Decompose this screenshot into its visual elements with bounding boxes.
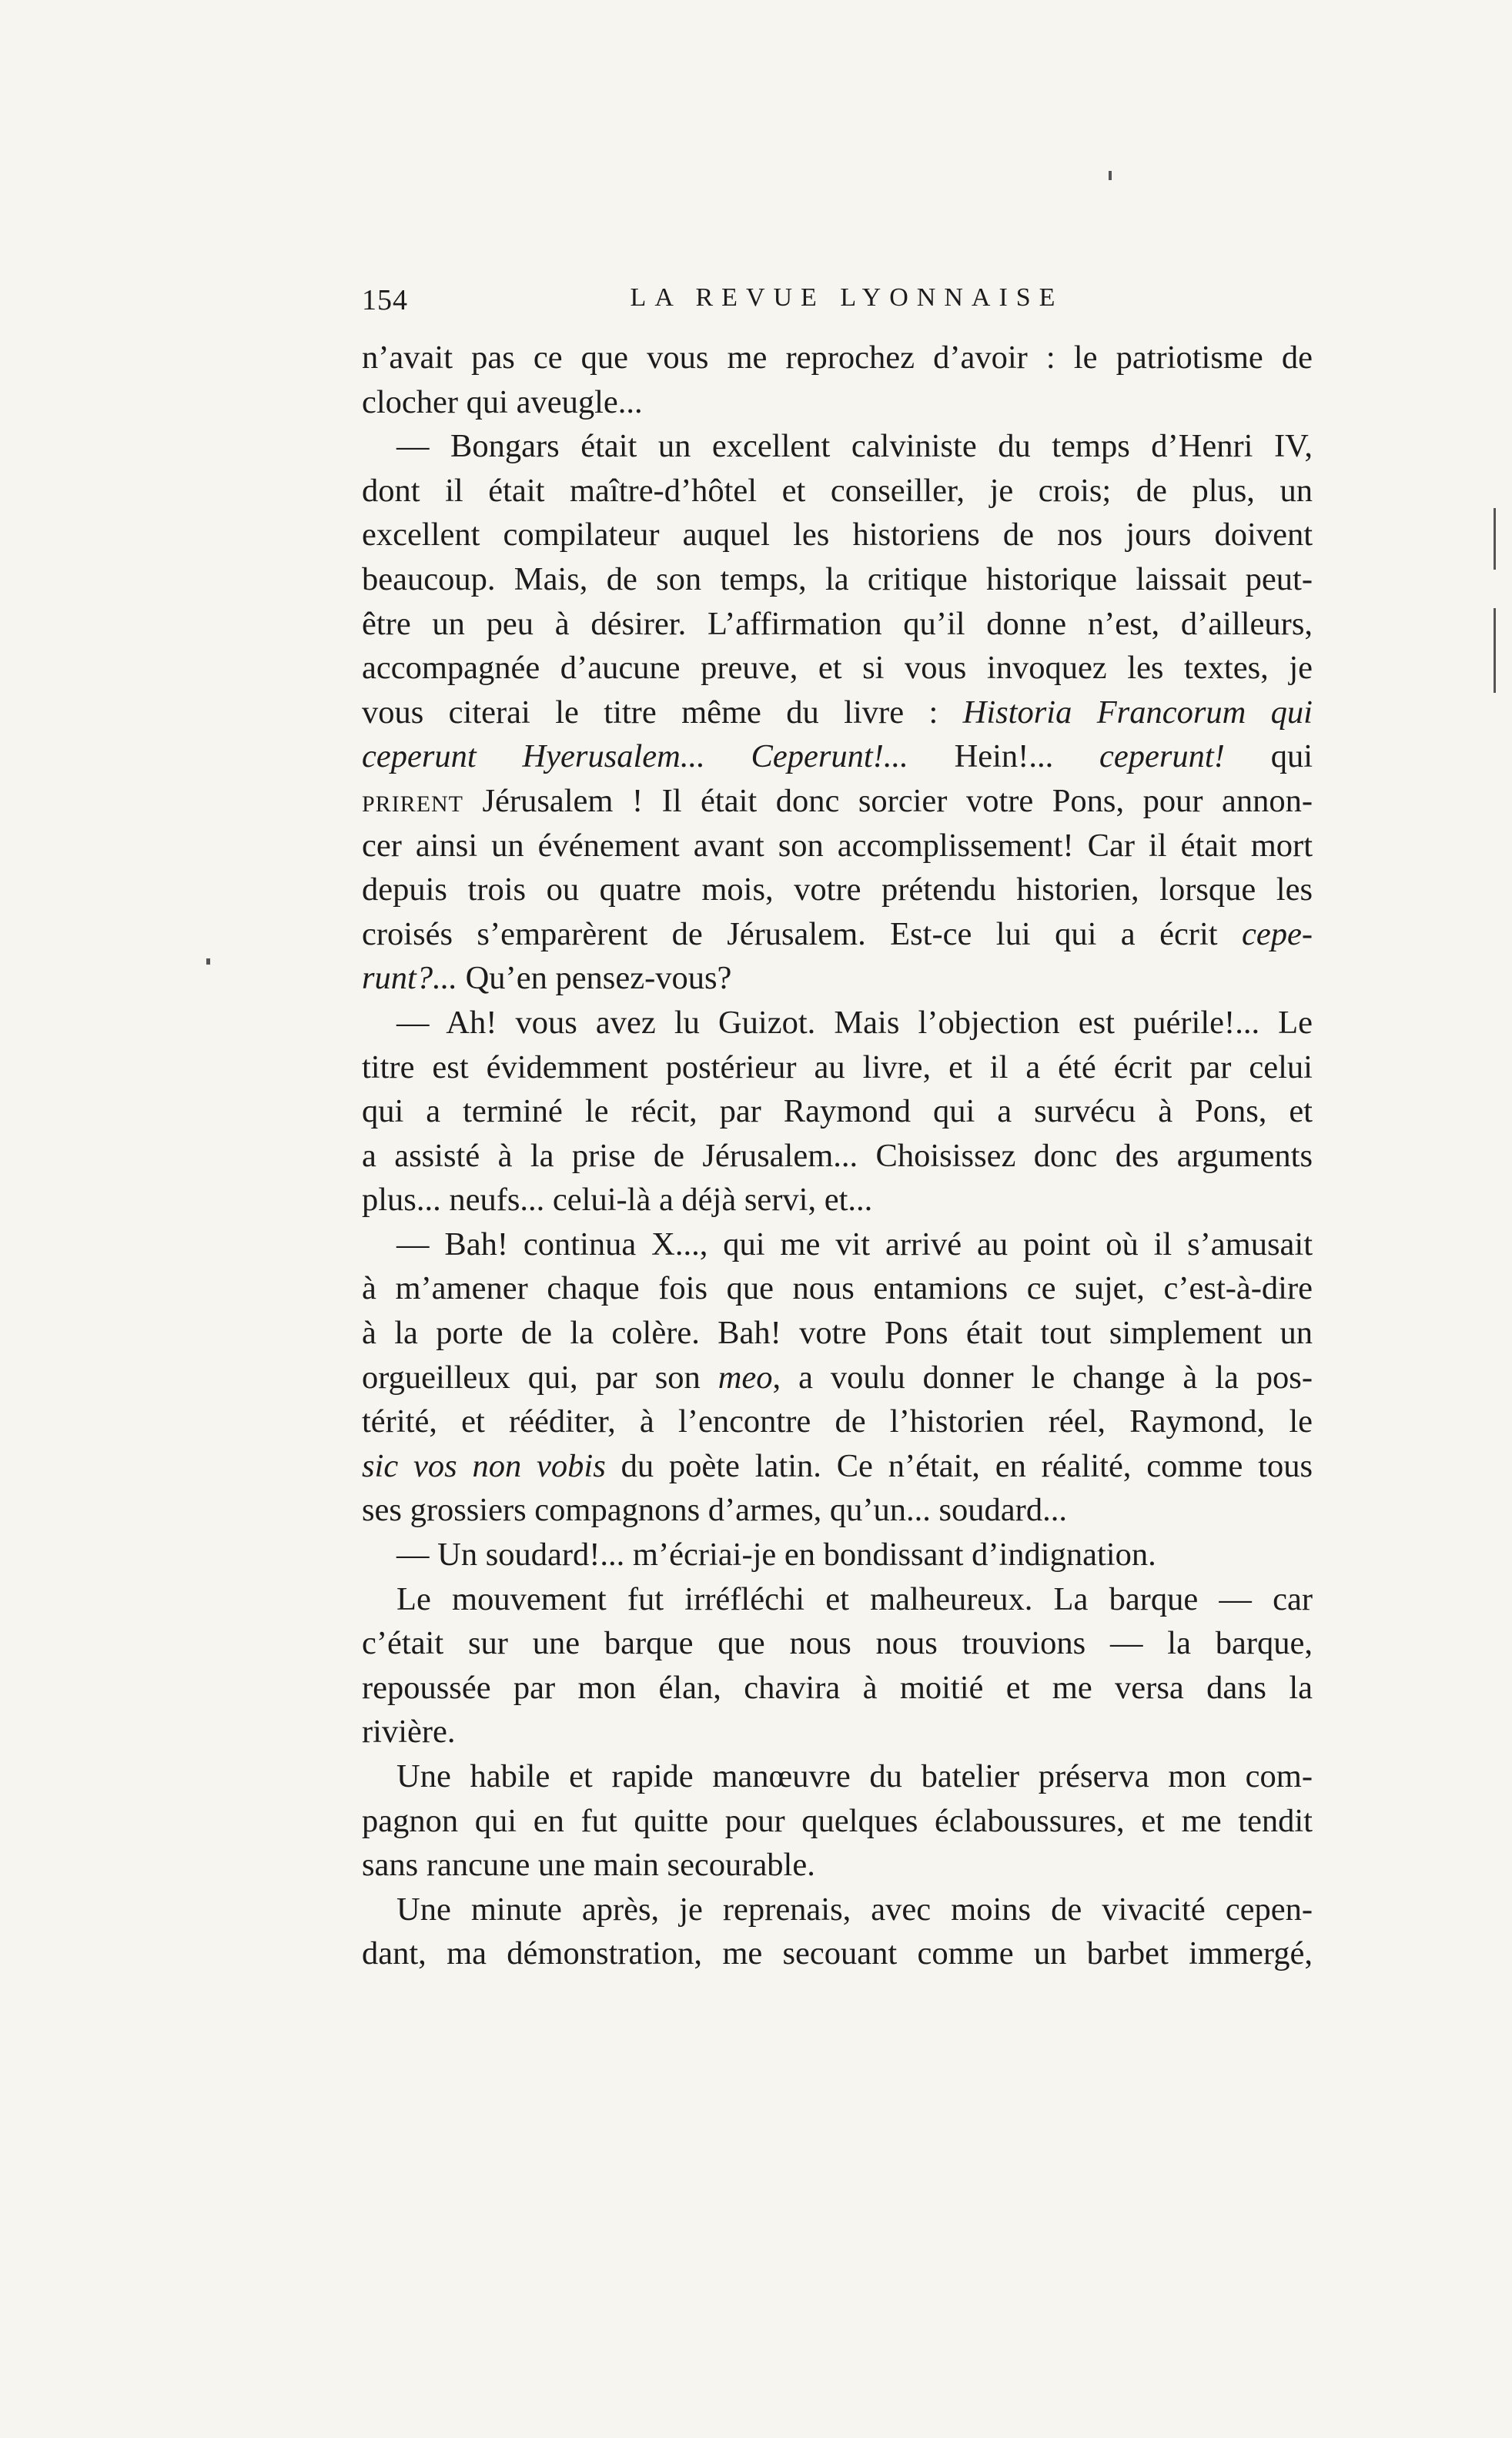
text-line: à la porte de la colère. Bah! votre Pons était tout simplement un bbox=[362, 1315, 1313, 1352]
text-line: dant, ma démonstration, me secouant comme un barbet immergé, bbox=[362, 1935, 1313, 1972]
italic-text: sic vos non vobis bbox=[362, 1447, 606, 1484]
text-line: — Bah! continua X..., qui me vit arrivé au point où il s’amusait bbox=[396, 1226, 1313, 1262]
text-line: accompagnée d’aucune preuve, et si vous invoquez les textes, je bbox=[362, 650, 1313, 687]
text-line bbox=[362, 956, 1313, 1001]
text-line bbox=[362, 1356, 1313, 1400]
text-line: beaucoup. Mais, de son temps, la critique historique laissait peut- bbox=[362, 560, 1313, 597]
text-line: Une minute après, je reprenais, avec moins de vivacité cepen- bbox=[396, 1891, 1313, 1928]
text-line: repoussée par mon élan, chavira à moitié et me versa dans la bbox=[362, 1669, 1313, 1706]
page-header bbox=[362, 283, 1309, 322]
text-line: — Ah! vous avez lu Guizot. Mais l’objection est puérile!... Le bbox=[396, 1004, 1313, 1041]
text-line: pagnon qui en fut quitte pour quelques éclaboussures, et me tendit bbox=[362, 1802, 1313, 1839]
text-line: — Un soudard!... m’écriai-je en bondissant d’indignation. bbox=[396, 1537, 1156, 1573]
running-title: LA REVUE LYONNAISE bbox=[630, 283, 1064, 312]
text-line: titre est évidemment postérieur au livre, et il a été écrit par celui bbox=[362, 1048, 1313, 1085]
text-segment: du poète latin. Ce n’était, en réalité, comme tous bbox=[605, 1447, 1313, 1484]
text-segment: qui bbox=[1224, 738, 1313, 775]
text-line bbox=[362, 691, 1313, 735]
text-segment: vous citerai le titre même du livre : bbox=[362, 694, 963, 731]
text-line: qui a terminé le récit, par Raymond qui a survécu à Pons, et bbox=[362, 1093, 1313, 1130]
text-segment: orgueilleux qui, par son bbox=[362, 1359, 718, 1396]
scan-mark bbox=[206, 958, 210, 965]
text-line bbox=[362, 779, 1313, 824]
text-segment: Hein!... bbox=[908, 738, 1100, 775]
text-line: clocher qui aveugle... bbox=[362, 383, 643, 420]
text-line: c’était sur une barque que nous nous trouvions — la barque, bbox=[362, 1625, 1313, 1662]
text-line: plus... neufs... celui-là a déjà servi, et... bbox=[362, 1182, 873, 1219]
text-line bbox=[362, 912, 1313, 957]
text-line: a assisté à la prise de Jérusalem... Choisissez donc des arguments bbox=[362, 1137, 1313, 1174]
text-line: cer ainsi un événement avant son accomplissement! Car il était mort bbox=[362, 827, 1313, 864]
text-segment: croisés s’emparèrent de Jérusalem. Est-ce lui qui a écrit bbox=[362, 915, 1242, 952]
italic-text: runt?... bbox=[362, 960, 457, 997]
italic-text: ceperunt! bbox=[1099, 738, 1225, 775]
text-segment: Qu’en pensez-vous? bbox=[457, 960, 732, 997]
italic-text: meo bbox=[718, 1359, 773, 1396]
text-line: ses grossiers compagnons d’armes, qu’un... soudard... bbox=[362, 1492, 1067, 1529]
italic-text: Historia Francorum qui bbox=[962, 694, 1313, 731]
text-line: excellent compilateur auquel les historiens de nos jours doivent bbox=[362, 517, 1313, 553]
italic-text: ceperunt Hyerusalem... Ceperunt!... bbox=[362, 738, 908, 775]
text-segment: , a voulu donner le change à la pos- bbox=[772, 1359, 1313, 1396]
scan-mark bbox=[1494, 608, 1496, 693]
text-line bbox=[362, 734, 1313, 779]
text-line: depuis trois ou quatre mois, votre prétendu historien, lorsque les bbox=[362, 871, 1313, 908]
text-line: n’avait pas ce que vous me reprochez d’avoir : le patriotisme de bbox=[362, 339, 1313, 376]
page-number: 154 bbox=[362, 284, 408, 316]
body-text bbox=[362, 336, 1313, 1976]
text-line: — Bongars était un excellent calviniste du temps d’Henri IV, bbox=[396, 428, 1313, 465]
text-line: sans rancune une main secourable. bbox=[362, 1847, 815, 1884]
text-line: être un peu à désirer. L’affirmation qu’il donne n’est, d’ailleurs, bbox=[362, 605, 1313, 642]
text-line: rivière. bbox=[362, 1714, 456, 1751]
text-line: térité, et rééditer, à l’encontre de l’historien réel, Raymond, le bbox=[362, 1403, 1313, 1440]
scan-mark bbox=[1494, 508, 1496, 570]
text-line: Le mouvement fut irréfléchi et malheureux. La barque — car bbox=[396, 1580, 1313, 1617]
text-line bbox=[362, 1444, 1313, 1489]
text-line: dont il était maître-d’hôtel et conseiller, je crois; de plus, un bbox=[362, 472, 1313, 509]
small-caps-text: PRIRENT bbox=[362, 791, 464, 817]
text-line: à m’amener chaque fois que nous entamions ce sujet, c’est-à-dire bbox=[362, 1270, 1313, 1307]
italic-text: cepe- bbox=[1242, 915, 1313, 952]
scan-mark bbox=[1109, 171, 1112, 180]
text-segment: Jérusalem ! Il était donc sorcier votre Pons, pour annon- bbox=[463, 782, 1313, 819]
text-line: Une habile et rapide manœuvre du batelier préserva mon com- bbox=[396, 1758, 1313, 1794]
